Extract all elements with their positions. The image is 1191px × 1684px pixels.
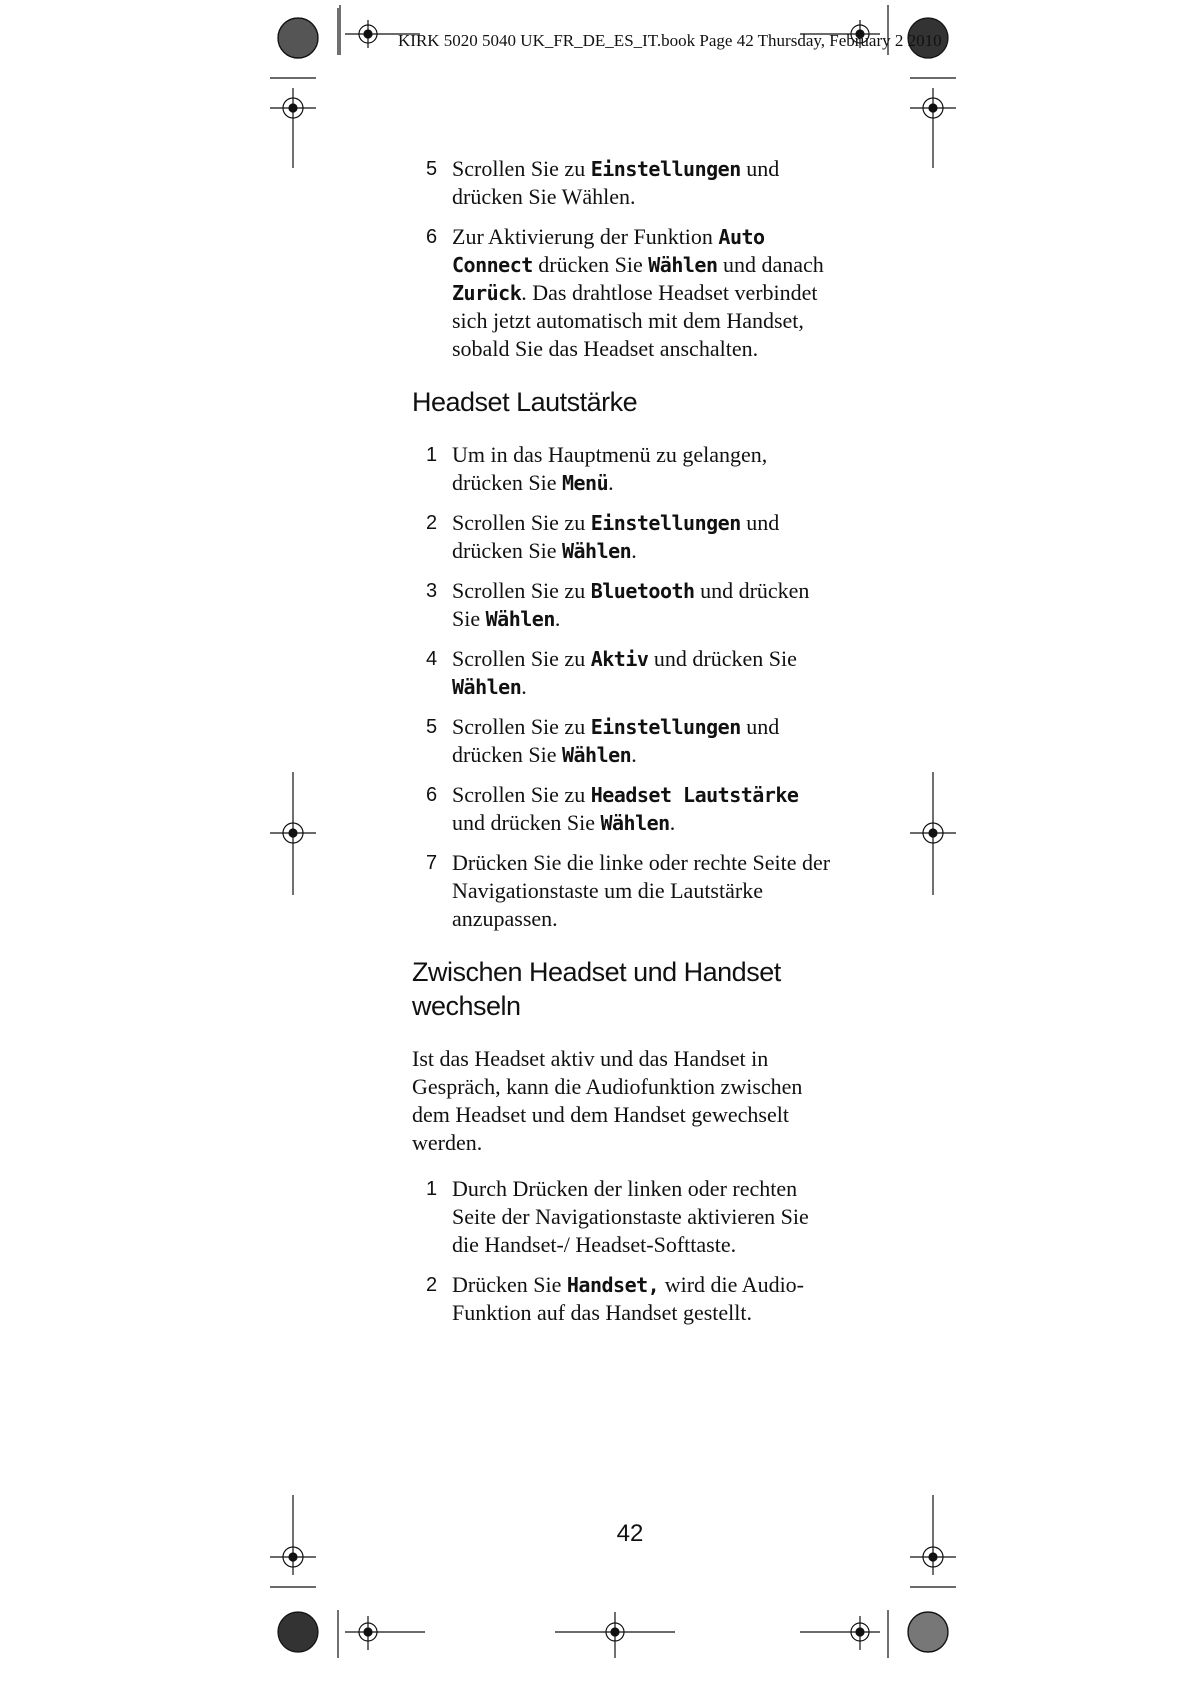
section-paragraph: Ist das Headset aktiv und das Handset in Gespräch, kann die Audiofunktion zwischen dem Headset und dem Handset gewechselt werden. [412,1046,803,1155]
section-heading-switch-headset-handset: Zwischen Headset und Handset wechseln [412,957,781,1021]
crosshair-mark-right-middle [910,772,956,895]
step-text: Scrollen Sie zu [452,578,591,603]
crosshair-mark-left-bottom [270,1495,316,1587]
step-text: . [631,742,637,767]
switch-step-2 [412,1271,832,1327]
crosshair-mark-left-top [270,78,316,168]
step-text: Zur Aktivierung der Funktion [452,224,719,249]
lcd-term: Zurück [452,281,522,305]
step-text: Um in das Hauptmenü zu gelangen, drücken Sie [452,442,768,495]
step-text: Drücken Sie die linke oder rechte Seite der Navigationstaste um die Lautstärke anzupassen. [452,850,831,931]
crosshair-mark-bottom-1 [338,1610,425,1658]
step-number: 5 [426,158,438,180]
lcd-term: Einstellungen [590,157,741,181]
lcd-term: Bluetooth [590,579,695,603]
step-number: 1 [426,444,438,466]
step-text: . Das drahtlose Headset verbindet sich jetzt automatisch mit dem Handset, sobald Sie das Headset anschalten. [452,280,818,361]
step-text: und drücken Sie [452,714,780,767]
lcd-term: Wählen [485,607,555,631]
lcd-term: Wählen [648,253,718,277]
step-text: . [521,674,527,699]
crosshair-mark-bottom-center [555,1612,675,1658]
intro-step-5 [412,155,832,211]
lcd-term: Auto Connect [452,225,765,277]
starburst-mark-bottom-left [278,1612,318,1652]
step-text: . [631,538,637,563]
book-header: KIRK 5020 5040 UK_FR_DE_ES_IT.book Page 42 Thursday, February 2 2010 [398,31,942,50]
lcd-term: Aktiv [590,647,649,671]
volume-step-5 [412,713,832,769]
step-number: 2 [426,512,438,534]
step-number: 1 [426,1178,438,1200]
step-number: 5 [426,716,438,738]
step-text: . [669,810,676,835]
page-content [412,155,832,1339]
lcd-term: Einstellungen [590,511,741,535]
lcd-term: Wählen [452,675,522,699]
lcd-term: Menü [561,471,609,495]
lcd-term: Einstellungen [590,715,741,739]
step-text: drücken Sie [532,252,649,277]
step-text: . [554,606,561,631]
crosshair-mark-left-middle [270,772,316,895]
step-text: Scrollen Sie zu [452,714,591,739]
step-text: . [608,470,614,495]
crosshair-mark-bottom-2 [800,1610,888,1658]
page-number: 42 [616,1520,644,1547]
lcd-term: Headset Lautstärke [590,783,799,807]
switch-step-1 [412,1175,832,1259]
lcd-term: Wählen [600,811,670,835]
step-text: Scrollen Sie zu [452,646,591,671]
step-number: 6 [426,784,438,806]
crosshair-mark-right-bottom [910,1495,956,1587]
step-number: 4 [426,648,438,670]
step-number: 3 [426,580,438,602]
volume-step-6 [412,781,832,837]
step-number: 2 [426,1274,438,1296]
volume-step-7 [412,849,832,933]
volume-step-2 [412,509,832,565]
section-heading-headset-volume: Headset Lautstärke [412,387,638,417]
step-text: Scrollen Sie zu [452,510,591,535]
step-text: Drücken Sie [452,1272,567,1297]
step-text: und drücken Sie [648,646,797,671]
step-text: und danach [717,252,824,277]
step-text: und drücken Sie [452,810,601,835]
lcd-term: Wählen [561,743,632,767]
lcd-term: Wählen [561,539,632,563]
intro-step-6 [412,223,832,363]
volume-step-3 [412,577,832,633]
lcd-term: Handset, [566,1273,660,1297]
step-number: 7 [426,852,438,874]
step-text: und drücken Sie Wählen. [452,156,780,209]
volume-step-1 [412,441,832,497]
starburst-mark-bottom-right [908,1612,948,1652]
step-number: 6 [426,226,438,248]
step-text: Durch Drücken der linken oder rechten Seite der Navigationstaste aktivieren Sie die Handset-/ Headset-Softtaste. [452,1176,809,1257]
step-text: Scrollen Sie zu [452,782,591,807]
step-text: wird die Audio-Funktion auf das Handset gestellt. [452,1272,805,1325]
crosshair-mark-right-top [910,78,956,168]
volume-step-4 [412,645,832,701]
step-text: und drücken Sie [452,578,810,631]
starburst-mark-top-left [278,18,318,58]
step-text: Scrollen Sie zu [452,156,591,181]
step-text: und drücken Sie [452,510,780,563]
